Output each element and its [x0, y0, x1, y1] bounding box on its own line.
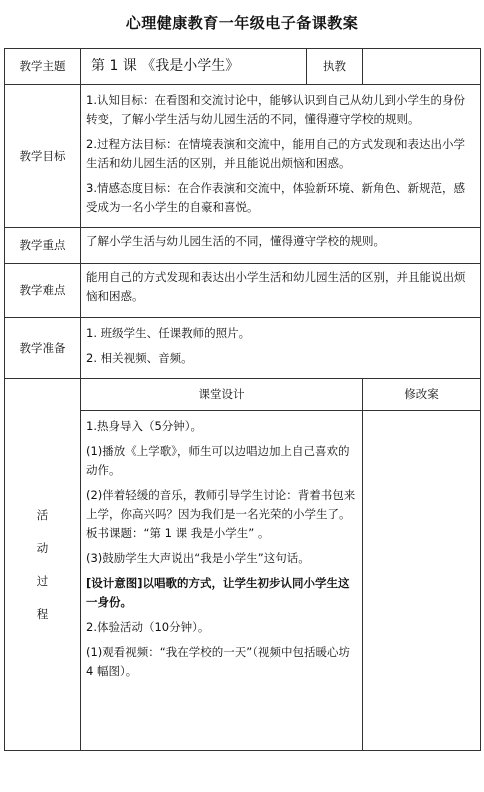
revision-content [363, 411, 481, 751]
design-paragraph: (3)鼓励学生大声说出“我是小学生”这句话。 [86, 551, 310, 565]
activity-label-char: 过 [36, 573, 49, 588]
activity-label-char: 程 [36, 606, 49, 621]
design-intent-paragraph: [设计意图]以唱歌的方式，让学生初步认同小学生这一身份。 [86, 576, 350, 609]
preparation-item: 2. 相关视频、音频。 [86, 351, 193, 365]
difficulty-value: 能用自己的方式发现和表达出小学生活和幼儿园生活的区别，并且能说出烦恼和困惑。 [81, 264, 481, 318]
design-content [81, 411, 363, 751]
topic-value: 第 1 课 《我是小学生》 [81, 49, 307, 85]
goals-row [5, 85, 481, 228]
activity-label-char: 动 [36, 540, 49, 555]
teacher-value [363, 49, 481, 85]
preparation-label: 教学准备 [5, 318, 81, 379]
design-header: 课堂设计 [81, 379, 363, 411]
preparation-content [81, 318, 481, 379]
design-paragraph: (1)播放《上学歌》，师生可以边唱边加上自己喜欢的动作。 [86, 444, 350, 477]
difficulty-label: 教学难点 [5, 264, 81, 318]
revision-header: 修改案 [363, 379, 481, 411]
key-point-value: 了解小学生活与幼儿园生活的不同，懂得遵守学校的规则。 [81, 228, 481, 264]
goal-process: 2.过程方法目标：在情境表演和交流中，能用自己的方式发现和表达出小学生活和幼儿园生活的区别，并且能说出烦恼和困惑。 [86, 137, 465, 170]
preparation-item: 1. 班级学生、任课教师的照片。 [86, 326, 251, 340]
goal-emotion: 3.情感态度目标：在合作表演和交流中，体验新环境、新角色、新规范，感受成为一名小学生的自豪和喜悦。 [86, 181, 465, 214]
teacher-label: 执教 [307, 49, 363, 85]
activity-process-label [5, 379, 81, 751]
difficulty-row [5, 264, 481, 318]
key-point-label: 教学重点 [5, 228, 81, 264]
design-paragraph: (2)伴着轻缓的音乐，教师引导学生讨论：背着书包来上学，你高兴吗？因为我们是一名光荣的小学生了。板书课题：“第 1 课 我是小学生” 。 [86, 488, 356, 540]
design-paragraph: 2.体验活动（10分钟）。 [86, 620, 210, 634]
goals-label: 教学目标 [5, 85, 81, 228]
preparation-row [5, 318, 481, 379]
key-point-row [5, 228, 481, 264]
activity-header-row [5, 379, 481, 411]
topic-row [5, 49, 481, 85]
design-paragraph: 1.热身导入（5分钟）。 [86, 419, 203, 433]
document-title: 心理健康教育一年级电子备课教案 [125, 14, 359, 32]
topic-label: 教学主题 [5, 49, 81, 85]
lesson-plan-table [4, 48, 481, 751]
goals-content [81, 85, 481, 228]
activity-label-char: 活 [36, 507, 49, 522]
goal-cognitive: 1.认知目标：在看图和交流讨论中，能够认识到自己从幼儿到小学生的身份转变，了解小学生活与幼儿园生活的不同，懂得遵守学校的规则。 [86, 93, 465, 126]
design-paragraph: (1)观看视频：“我在学校的一天”（视频中包括暖心坊 4 幅图）。 [86, 645, 350, 678]
